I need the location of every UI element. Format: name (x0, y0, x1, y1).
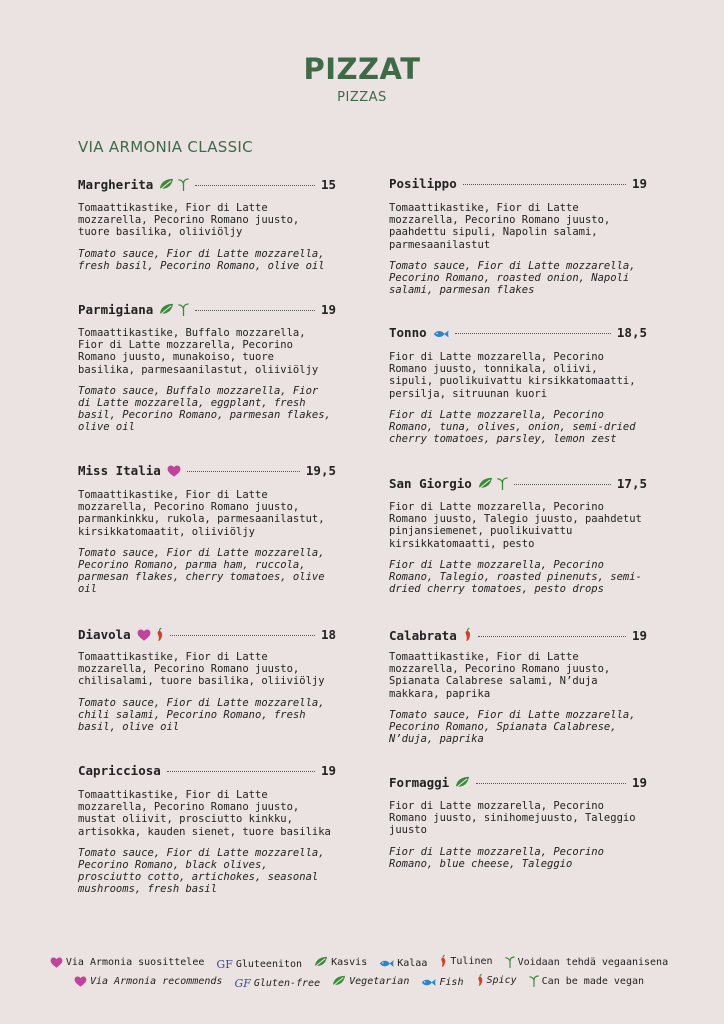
menu-item (78, 176, 336, 272)
item-description-en: Fior di Latte mozzarella, Pecorino Romano, tuna, olives, onion, semi-dried cherry tomatoes, parsley, lemon zest (389, 408, 636, 446)
item-price: 19,5 (305, 463, 336, 478)
item-name: Calabrata (389, 628, 457, 643)
item-name: Capricciosa (78, 763, 161, 778)
legend-en (0, 973, 724, 990)
vegan-sprout-icon (178, 303, 189, 316)
item-description-en: Tomato sauce, Fior di Latte mozzarella, Pecorino Romano, Spianata Calabrese, N’duja, paprika (389, 708, 636, 746)
fish-icon (379, 959, 394, 968)
legend-vegetarian: Vegetarian (349, 975, 410, 987)
menu-item (78, 763, 336, 896)
dot-leader (167, 771, 315, 772)
item-description-fi: Tomaattikastike, Buffalo mozzarella, Fior di Latte mozzarella, Pecorino Romano juusto, munakoiso, tuore basilika, parmesaanilastut, oliiviöljy (78, 327, 319, 376)
item-name: San Giorgio (389, 476, 472, 491)
gluten-free-icon: GF (216, 958, 233, 971)
item-description-en: Tomato sauce, Buffalo mozzarella, Fior di Latte mozzarella, eggplant, fresh basil, Pecorino Romano, parmesan flakes, olive oil (78, 384, 331, 434)
menu-item (78, 463, 336, 596)
heart-icon (167, 465, 181, 477)
item-name: Margherita (78, 177, 154, 192)
item-description-fi: Tomaattikastike, Fior di Latte mozzarella, Pecorino Romano juusto, chilisalami, tuore basilika, oliiviöljy (78, 651, 325, 688)
gluten-free-icon: GF (234, 977, 251, 990)
legend-vegan: Can be made vegan (541, 975, 645, 987)
section-title: VIA ARMONIA CLASSIC (78, 138, 253, 156)
dot-leader (187, 471, 300, 472)
item-name: Tonno (389, 325, 427, 340)
menu-item (389, 774, 647, 870)
chili-icon (155, 627, 164, 642)
dot-leader (463, 184, 626, 185)
item-name: Miss Italia (78, 463, 161, 478)
legend-gluten-free: Gluteeniton (235, 959, 303, 970)
chili-icon (476, 973, 484, 987)
item-name: Diavola (78, 626, 131, 642)
leaf-icon (314, 956, 328, 968)
legend-vegetarian: Kasvis (331, 956, 368, 968)
item-price: 17,5 (616, 476, 647, 491)
leaf-icon (455, 776, 470, 789)
legend-fish: Fish (439, 977, 464, 988)
vegan-sprout-icon (497, 477, 508, 490)
dot-leader (514, 484, 611, 485)
dot-leader (476, 783, 626, 784)
vegan-sprout-icon (505, 956, 515, 968)
legend-vegan: Voidaan tehdä vegaanisena (517, 956, 669, 968)
legend-fi (0, 954, 724, 971)
item-description-en: Fior di Latte mozzarella, Pecorino Romano, Talegio, roasted pinenuts, semi-dried cherry tomatoes, pesto drops (389, 558, 642, 596)
leaf-icon (478, 477, 493, 490)
dot-leader (170, 635, 315, 636)
page-title: PIZZAT (303, 52, 421, 86)
item-name: Parmigiana (78, 302, 154, 317)
dot-leader (478, 636, 626, 637)
item-description-fi: Tomaattikastike, Fior di Latte mozzarella, Pecorino Romano juusto, paahdettu sipuli, Napolin salami, parmesaanilastut (389, 202, 611, 251)
dot-leader (455, 333, 611, 334)
page-subtitle: PIZZAS (337, 90, 387, 105)
chili-icon (463, 627, 472, 642)
item-description-fi: Fior di Latte mozzarella, Pecorino Romano juusto, sinihomejuusto, Taleggio juusto (389, 800, 636, 837)
legend-spicy: Tulinen (450, 955, 493, 967)
item-price: 18,5 (616, 325, 647, 340)
item-description-en: Tomato sauce, Fior di Latte mozzarella, Pecorino Romano, parma ham, ruccola, parmesan flakes, cherry tomatoes, olive oil (78, 546, 325, 596)
item-price: 19 (631, 176, 647, 191)
legend-gluten-free: Gluten-free (253, 978, 321, 989)
menu-item (78, 625, 336, 733)
menu-item (389, 475, 647, 595)
item-price: 19 (631, 775, 647, 790)
item-price: 19 (320, 763, 336, 778)
item-description-en: Tomato sauce, Fior di Latte mozzarella, fresh basil, Pecorino Romano, olive oil (78, 247, 325, 272)
item-price: 15 (320, 177, 336, 192)
item-description-en: Tomato sauce, Fior di Latte mozzarella, Pecorino Romano, black olives, prosciutto cotto, artichokes, seasonal mushrooms, fresh basil (78, 846, 325, 896)
item-description-en: Tomato sauce, Fior di Latte mozzarella, Pecorino Romano, roasted onion, Napoli salami, parmesan flakes (389, 259, 636, 297)
item-description-en: Tomato sauce, Fior di Latte mozzarella, chili salami, Pecorino Romano, fresh basil, olive oil (78, 696, 325, 734)
leaf-icon (159, 178, 174, 191)
heart-icon (50, 957, 63, 968)
item-description-fi: Fior di Latte mozzarella, Pecorino Romano juusto, tonnikala, oliivi, sipuli, puolikuivattu kirsikkatomaatti, persilja, sitruunan kuori (389, 351, 636, 400)
legend-spicy: Spicy (486, 974, 517, 986)
item-description-fi: Tomaattikastike, Fior di Latte mozzarella, Pecorino Romano juusto, tuore basilika, oliiviöljy (78, 202, 300, 239)
legend-recommends: Via Armonia recommends (89, 976, 223, 987)
vegan-sprout-icon (178, 178, 189, 191)
legend-recommends: Via Armonia suosittelee (65, 957, 205, 968)
fish-icon (421, 978, 436, 987)
legend-fish: Kalaa (397, 958, 428, 969)
dot-leader (195, 310, 315, 311)
leaf-icon (332, 975, 346, 987)
item-price: 19 (631, 628, 647, 643)
item-description-en: Fior di Latte mozzarella, Pecorino Romano, blue cheese, Taleggio (389, 845, 604, 870)
item-price: 18 (320, 626, 336, 642)
fish-icon (433, 329, 449, 339)
menu-item (389, 625, 647, 745)
item-name: Formaggi (389, 775, 450, 790)
heart-icon (137, 629, 151, 641)
item-name: Posilippo (389, 176, 457, 191)
item-description-fi: Tomaattikastike, Fior di Latte mozzarella, Pecorino Romano juusto, Spianata Calabrese salami, N’duja makkara, paprika (389, 651, 611, 700)
dot-leader (195, 185, 315, 186)
menu-item (389, 325, 647, 445)
vegan-sprout-icon (529, 975, 539, 987)
heart-icon (74, 976, 87, 987)
item-description-fi: Tomaattikastike, Fior di Latte mozzarella, Pecorino Romano juusto, mustat oliivit, prosciutto kinkku, artisokka, kauden sienet, tuore basilika (78, 789, 331, 838)
chili-icon (439, 954, 447, 968)
item-description-fi: Tomaattikastike, Fior di Latte mozzarella, Pecorino Romano juusto, parmankinkku, rukola, parmesaanilastut, kirsikkatomaatit, oliiviöljy (78, 489, 325, 538)
item-price: 19 (320, 302, 336, 317)
item-description-fi: Fior di Latte mozzarella, Pecorino Romano juusto, Talegio juusto, paahdetut pinjansiemenet, puolikuivattu kirsikkatomaatti, pesto (389, 501, 642, 550)
menu-item (78, 301, 336, 434)
menu-item (389, 176, 647, 296)
leaf-icon (159, 303, 174, 316)
